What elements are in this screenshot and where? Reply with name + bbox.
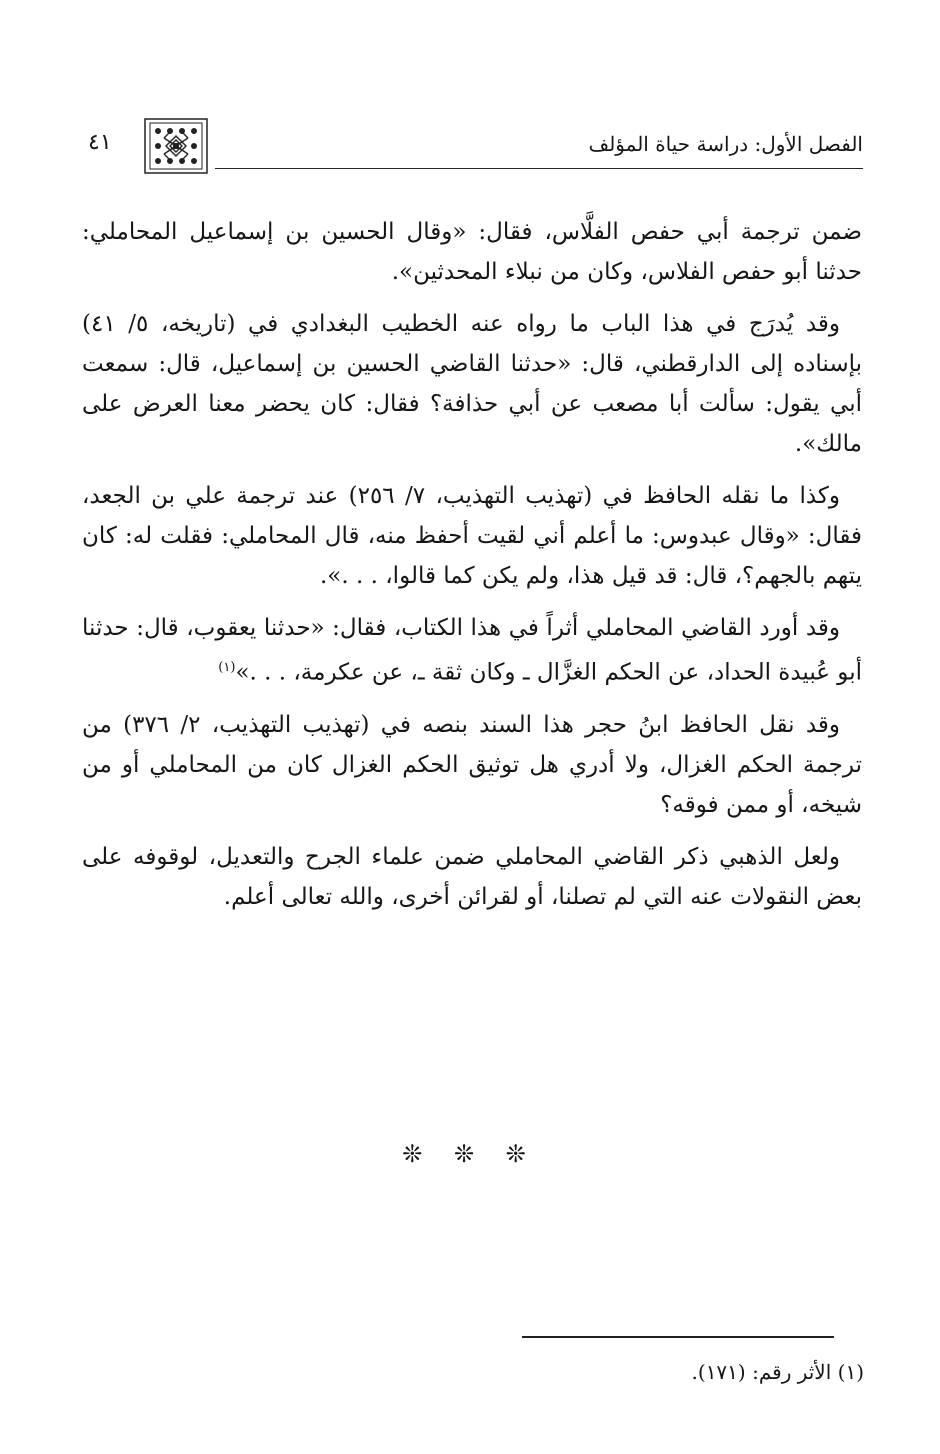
header-rule (215, 168, 863, 169)
footnote-reference[interactable]: (١) (218, 660, 236, 675)
page-header (88, 118, 863, 178)
section-separator: ❊ ❊ ❊ (402, 1140, 538, 1168)
paragraph-6: ولعل الذهبي ذكر القاضي المحاملي ضمن علماء الجرح والتعديل، لوقوفه على بعض النقولات عنه التي لم تصلنا، أو لقرائن أخرى، والله تعالى أعلم. (82, 843, 862, 910)
chapter-title: الفصل الأول: دراسة حياة المؤلف (588, 132, 863, 156)
paragraph-4-text: وقد أورد القاضي المحاملي أثراً في هذا الكتاب، فقال: «حدثنا يعقوب، قال: حدثنا أبو عُبيدة الحداد، عن الحكم الغزَّال ـ وكان ثقة ـ، عن عكرمة، . . .» (82, 615, 862, 686)
paragraph-4 (82, 608, 862, 693)
paragraph-5: وقد نقل الحافظ ابنُ حجر هذا السند بنصه في (تهذيب التهذيب، ٢/ ٣٧٦) من ترجمة الحكم الغزال، ولا أدري هل توثيق الحكم الغزال كان من المحاملي أو من شيخه، أو ممن فوقه؟ (82, 711, 862, 818)
paragraph-2: وقد يُدرَج في هذا الباب ما رواه عنه الخطيب البغدادي في (تاريخه، ٥/ ٤١) بإسناده إلى الدارقطني، قال: «حدثنا القاضي الحسين بن إسماعيل، قال: سمعت أبي يقول: سألت أبا مصعب عن أبي حذافة؟ فقال: كان يحضر معنا العرض على مالك». (82, 311, 862, 457)
page-number: ٤١ (88, 130, 112, 155)
footnote-rule (522, 1336, 834, 1338)
body-text (82, 212, 862, 929)
paragraph-3: وكذا ما نقله الحافظ في (تهذيب التهذيب، ٧/ ٢٥٦) عند ترجمة علي بن الجعد، فقال: «وقال عبدوس: ما أعلم أني لقيت أحفظ منه، قال المحاملي: فقلت له: كان يتهم بالجهم؟، قال: قد قيل هذا، ولم يكن كما قالوا، . . .». (82, 483, 862, 589)
paragraph-1: ضمن ترجمة أبي حفص الفلَّاس، فقال: «وقال الحسين بن إسماعيل المحاملي: حدثنا أبو حفص الفلاس، وكان من نبلاء المحدثين». (82, 219, 862, 285)
geometric-ornament-icon (144, 118, 208, 174)
footnote: (١) الأثر رقم: (١٧١). (691, 1360, 864, 1384)
